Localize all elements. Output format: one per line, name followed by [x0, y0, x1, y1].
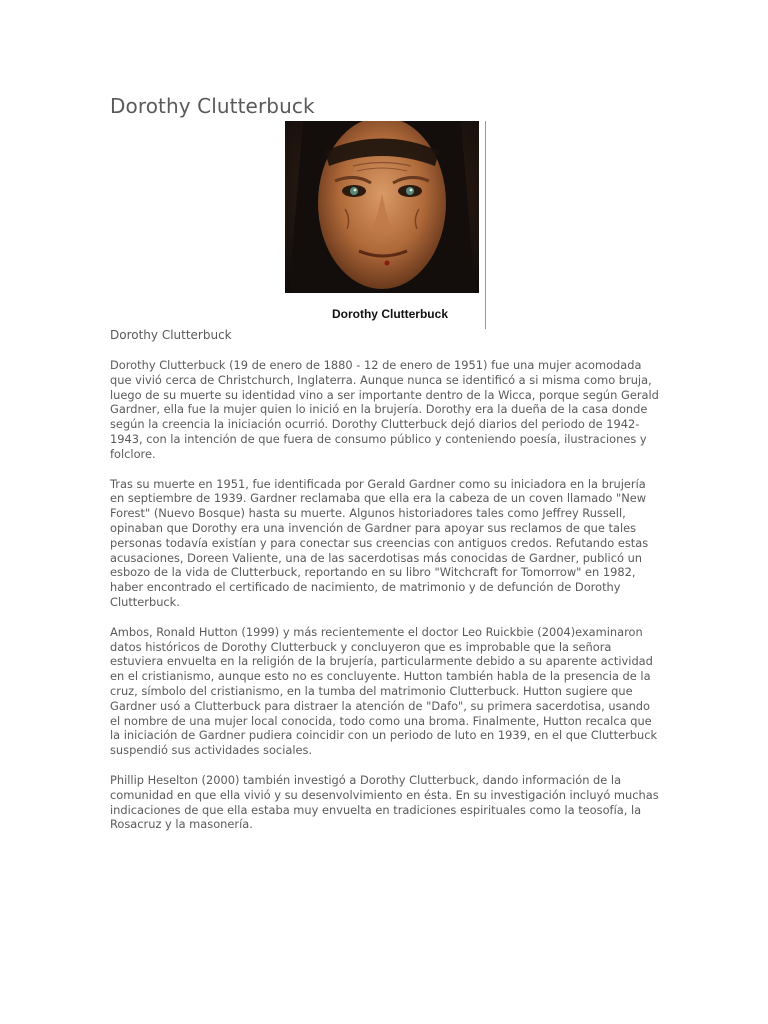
- paragraph: Phillip Heselton (2000) también investigó a Dorothy Clutterbuck, dando información de la comunidad en que ella vivió y su desenvolvimiento en ésta. En su investigación incluyó muchas indicaciones de que ella estaba muy envuelta en tradiciones espirituales como la teosofía, la Rosacruz y la masonería.: [110, 772, 659, 832]
- figure-caption: Dorothy Clutterbuck: [331, 307, 448, 321]
- page-title: Dorothy Clutterbuck: [110, 94, 315, 118]
- portrait-figure: [285, 121, 487, 329]
- paragraph: Tras su muerte en 1951, fue identificada por Gerald Gardner como su iniciadora en la brujería en septiembre de 1939. Gardner reclamaba que ella era la cabeza de un coven llamado "New Forest" (Nuevo Bosque) hasta su muerte. Algunos historiadores tales como Jeffrey Russell, opinaban que Dorothy era una invención de Gardner para apoyar sus reclamos de que tales personas todavía existían y para conectar sus creencias con antiguos credos. Refutando estas acusaciones, Doreen Valiente, una de las sacerdotisas más conocidas de Gardner, publicó un esbozo de la vida de Clutterbuck, reportando en su libro "Witchcraft for Tomorrow" en 1982, haber encontrado el certificado de nacimiento, de matrimonio y de defunción de Dorothy Clutterbuck.: [110, 476, 649, 609]
- paragraph: Ambos, Ronald Hutton (1999) y más recientemente el doctor Leo Ruickbie (2004)examinaron datos históricos de Dorothy Clutterbuck y concluyeron que es improbable que la señora estuviera envuelta en la religión de la brujería, particularmente debido a su aparente actividad en el cristianismo, aunque esto no es concluyente. Hutton también habla de la presencia de la cruz, símbolo del cristianismo, en la tumba del matrimonio Clutterbuck. Hutton sugiere que Gardner usó a Clutterbuck para distraer la atención de "Dafo", su primera sacerdotisa, usando el nombre de una mujer local conocida, todo como una broma. Finalmente, Hutton recalca que la iniciación de Gardner pudiera coincidir con un periodo de luto en 1939, en el que Clutterbuck suspendió sus actividades sociales.: [110, 624, 658, 758]
- figure-divider: [485, 121, 486, 329]
- portrait-image: [285, 121, 479, 293]
- article-body: [110, 358, 662, 847]
- portrait-illustration: [285, 121, 479, 293]
- image-alt-text: Dorothy Clutterbuck: [110, 328, 232, 342]
- paragraph: Dorothy Clutterbuck (19 de enero de 1880 - 12 de enero de 1951) fue una mujer acomodada que vivió cerca de Christchurch, Inglaterra. Aunque nunca se identificó a si misma como bruja, luego de su muerte su identidad vino a ser importante dentro de la Wicca, porque según Gerald Gardner, ella fue la mujer quien lo inició en la brujería. Dorothy era la dueña de la casa donde según la creencia la iniciación ocurrió. Dorothy Clutterbuck dejó diarios del periodo de 1942-1943, con la intención de que fuera de consumo público y conteniendo poesía, ilustraciones y folclore.: [110, 358, 659, 461]
